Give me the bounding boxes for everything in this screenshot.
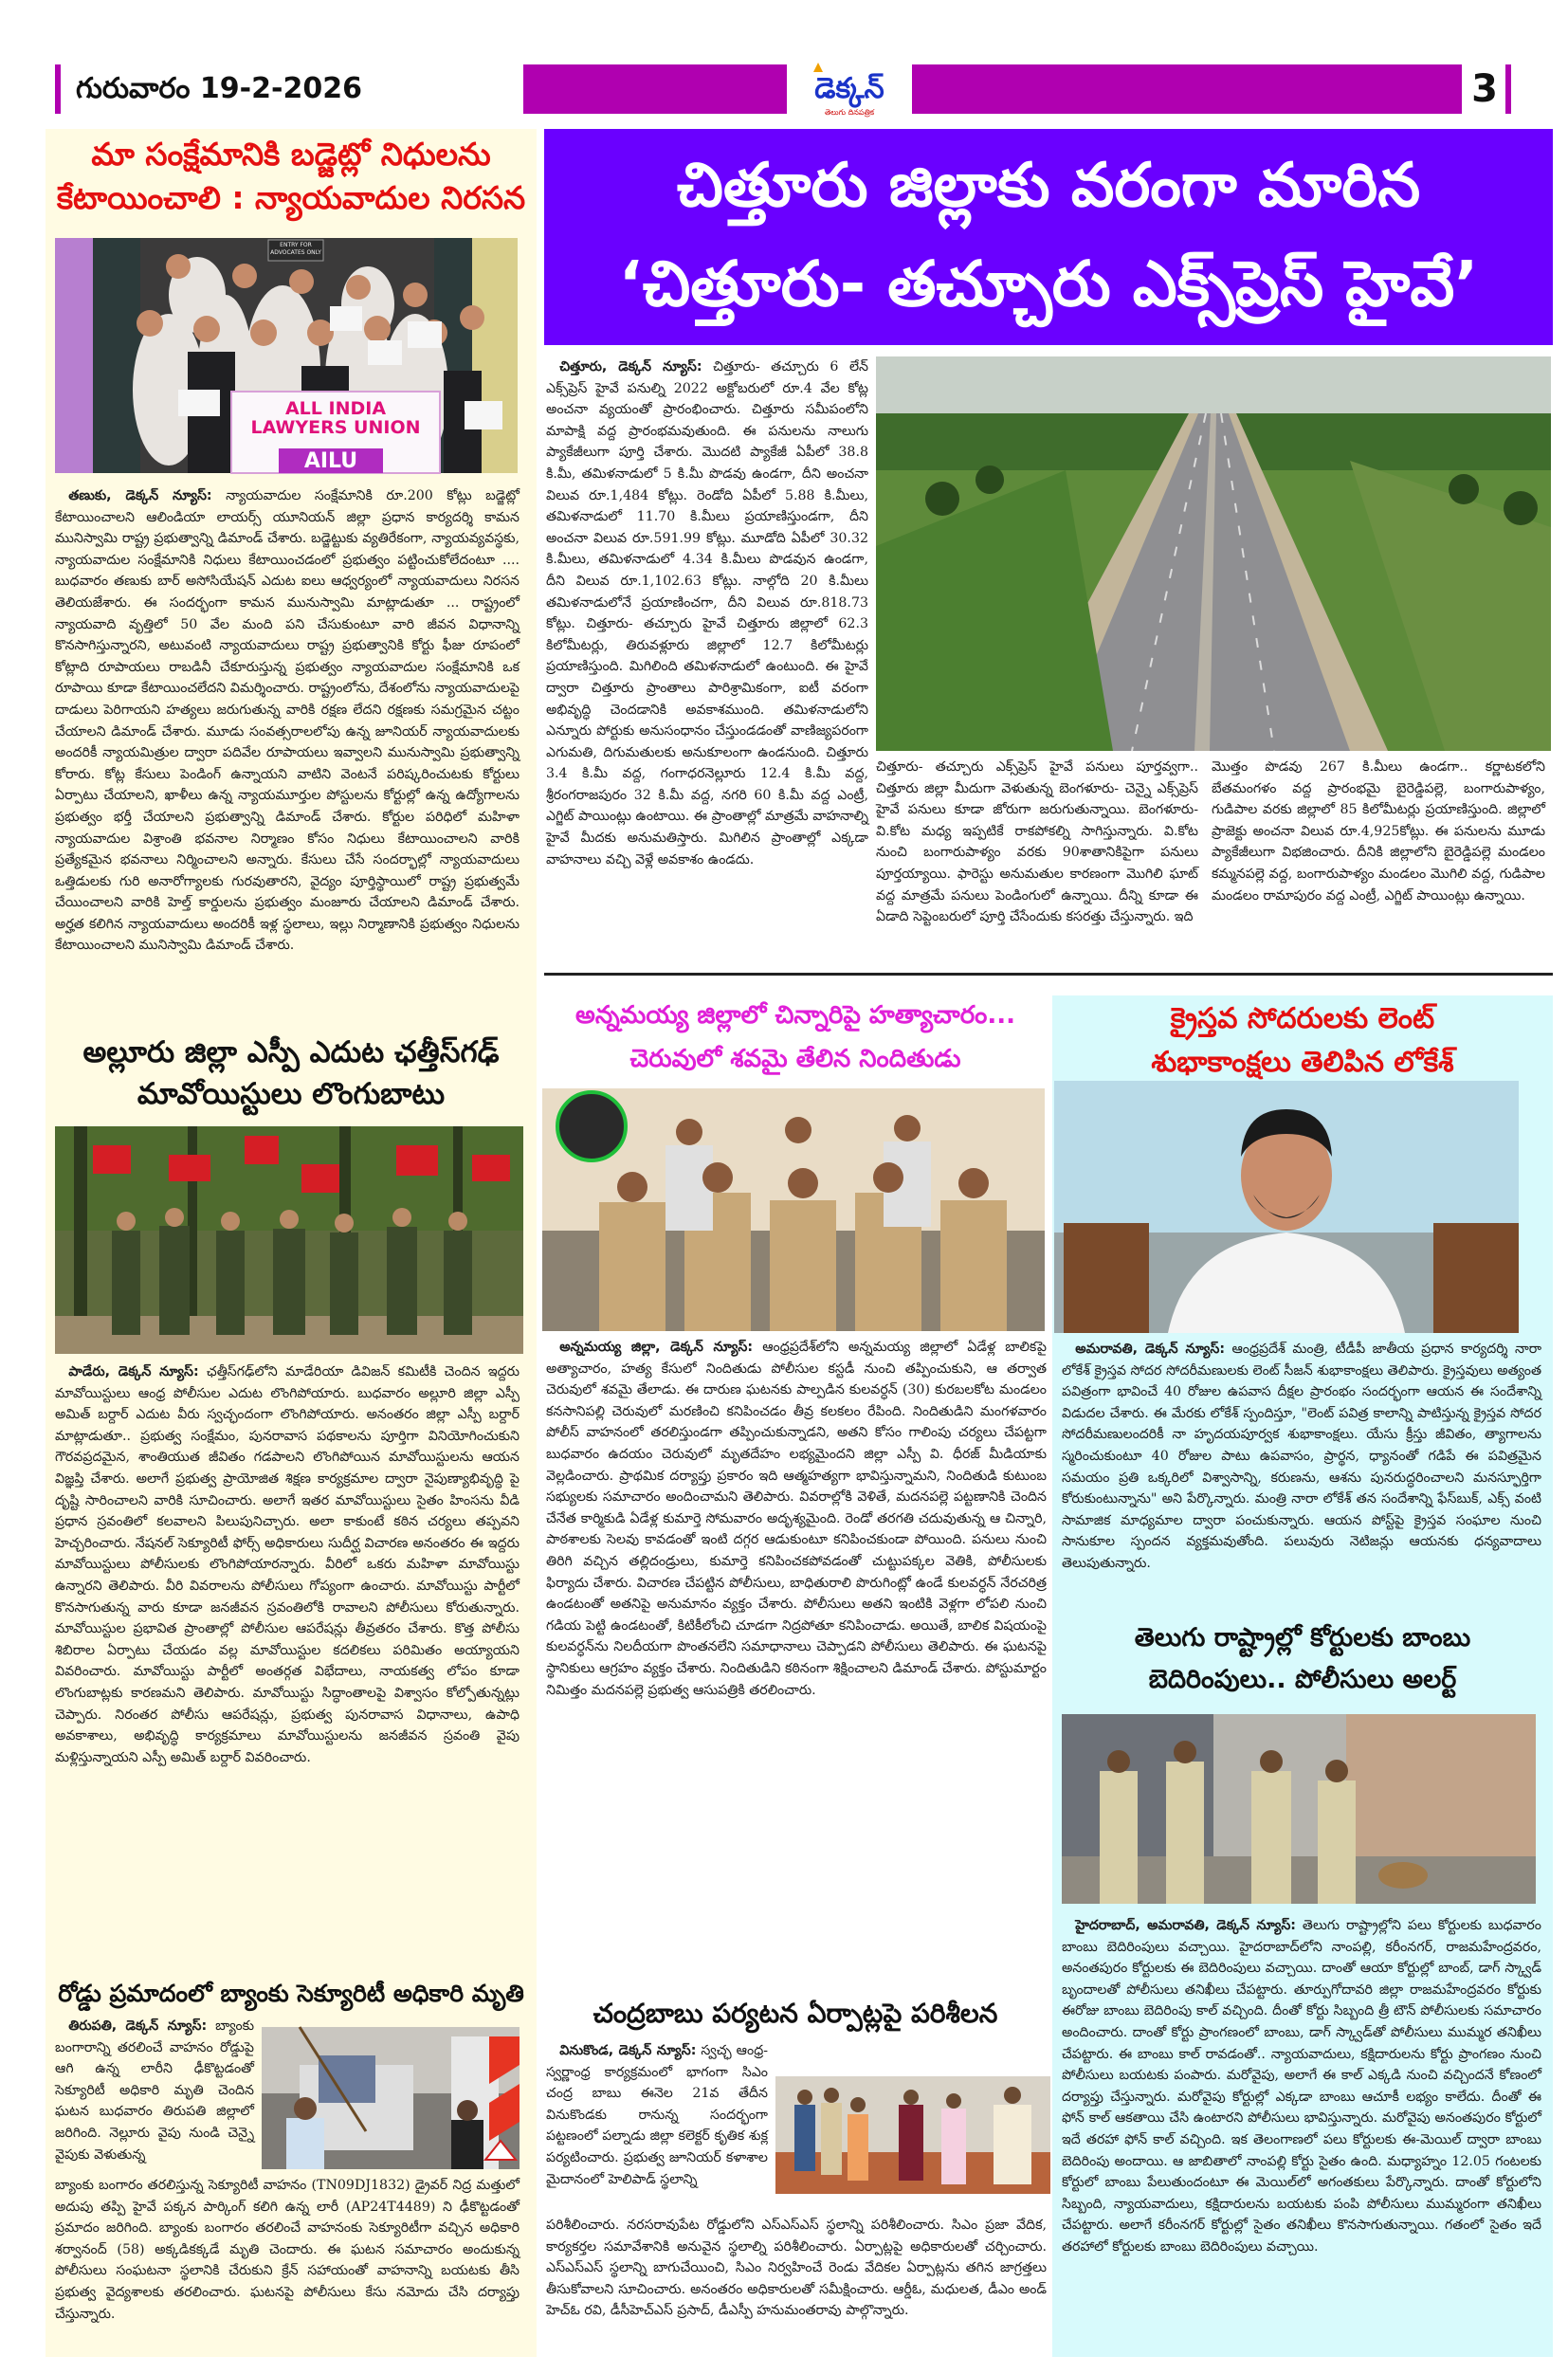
photo-sign-text: ENTRY FOR ADVOCATES ONLY <box>270 242 321 256</box>
chandrababu-dateline: వినుకొండ, డెక్కన్ న్యూస్: <box>559 2043 697 2058</box>
expressway-body-col1: చిత్తూరు- తచ్చూరు 6 లేన్ ఎక్స్‌ప్రెస్ హైవే పనుల్ని 2022 అక్టోబరులో రూ.4 వేల కోట్ల అంచనా వ్యయంతో ప్రారంభించారు. చిత్తూరు సమీపంలోని మాపాక్షి వద్ద ప్రారంభమవుతుంది. ఈ పనులను నాలుగు ప్యాకేజీలుగా పూర్తి చేశారు. మొదటి ప్యాకేజీ ఏపీలో 38.8 కి.మీ, తమిళనాడులో 5 కి.మీ పొడవు ఉండగా, దీని అంచనా విలువ రూ.1,484 కోట్లు. రెండోది ఏపీలో 5.88 కి.మీలు, తమిళనాడులో 11.70 కి.మీలు ప్రయాణిస్తుండగా, దీని అంచనా విలువ రూ.591.99 కోట్లు. మూడోది ఏపీలో 30.32 కి.మీలు, తమిళనాడులో 4.34 కి.మీలు పొడవున ఉండగా, దీని విలువ రూ.1,102.63 కోట్లు. నాల్గోది 20 కి.మీలు తమిళనాడులోనే ప్రయాణించగా, దీని విలువ రూ.818.73 కోట్లు. చిత్తూరు- తచ్చూరు హైవే చిత్తూరు జిల్లాలో 62.3 కిలోమీటర్లు, తిరువళ్లూరు జిల్లాలో 12.7 కిలోమీటర్లు ప్రయాణిస్తుంది. మిగిలింది తమిళనాడులో ఉంటుంది. ఈ హైవే ద్వారా చిత్తూరు ప్రాంతాలు పారిశ్రామికంగా, ఐటీ వరంగా అభివృద్ధి చెందడానికి అవకాశముంది. తమిళనాడులోని ఎన్నూరు పోర్టుకు అనుసంధానం చేస్తుండడంతో వాణిజ్యపరంగా ఎగుమతి, దిగుమతులకు అనుకూలంగా ఉండనుంది. చిత్తూరు 3.4 కి.మీ వద్ద, గంగాధరనెల్లూరు 12.4 కి.మీ వద్ద, శ్రీరంగరాజపురం 32 కి.మీ వద్ద, నగరి 60 కి.మీ వద్ద ఎంట్రీ, ఎగ్జిట్ పాయింట్లు ఉంటాయి. ఈ ప్రాంతాల్లో మాత్రమే వాహనాల్ని హైవే మీదకు అనుమతిస్తారు. మిగిలిన ప్రాంతాల్లో ఎక్కడా వాహనాలు వచ్చి వెళ్లే అవకాశం ఉండదు. <box>546 359 868 867</box>
expressway-dateline: చిత్తూరు, డెక్కన్ న్యూస్: <box>559 359 702 374</box>
lokesh-article-body <box>1062 1339 1541 1571</box>
lokesh-dateline: అమరావతి, డెక్కన్ న్యూస్: <box>1075 1342 1226 1357</box>
annamayya-headline-line2: చెరువులో శవమై తేలిన నిందితుడు <box>629 1045 961 1073</box>
expressway-headline-line2: ‘చిత్తూరు- తచ్చూరు ఎక్స్‌ప్రెస్ హైవే’ <box>618 247 1479 320</box>
header-accent-bar-right <box>1505 64 1511 114</box>
maoists-dateline: పాడేరు, డెక్కన్ న్యూస్: <box>68 1364 199 1379</box>
logo-text: డెక్కన్ <box>814 72 884 105</box>
lawyers-protest-photo <box>55 238 518 473</box>
expressway-article-col1 <box>546 356 868 973</box>
accident-body-narrow-text: బ్యాంకు బంగారాన్ని తరలించే వాహనం రోడ్డుపై ఆగి ఉన్న లారీని ఢీకొట్టడంతో సెక్యూరిటీ అధికారి మృతి చెందిన ఘటన బుధవారం తిరుపతి జిల్లాలో జరిగింది. నెల్లూరు వైపు నుండి చెన్నై వైపుకు వెళుతున్న <box>55 2018 254 2163</box>
lokesh-portrait-photo <box>1054 1081 1519 1333</box>
expressway-aerial-photo <box>876 356 1551 751</box>
issue-date: గురువారం 19-2-2026 <box>76 72 362 105</box>
lokesh-headline-line1: క్రైస్తవ సోదరులకు లెంట్ <box>1170 1002 1435 1035</box>
chandrababu-article-body-wide: పరిశీలించారు. నరసరావుపేట రోడ్డులోని ఎస్ఎస్ఎస్ స్థలాన్ని పరిశీలించారు. సిఎం ప్రజా వేదిక, కార్యకర్తల సమావేశానికి అనువైన స్థలాల్ని పరిశీలించారు. ఏర్పాట్లపై అధికారులతో చర్చించారు. ఎస్ఎస్ఎస్ స్థలాన్ని బాగుచేయించి, సిఎం నిర్వహించే రెండు వేదికల ఏర్పాట్లను తగిన జాగ్రత్తలు తీసుకోవాలని సూచించారు. అనంతరం అధికారులతో సమీక్షించారు. ఆర్డీఓ, మధులత, డీఎం అండ్ హెచ్ఓ రవి, డీసీహెచ్‌ఎస్ ప్రసాద్, డీఎస్పీ హనుమంతరావు పాల్గొన్నారు. <box>546 2218 1047 2319</box>
expressway-article-col3: మొత్తం పొడవు 267 కి.మీలు ఉండగా.. కర్ణాటకలోని బేతమంగళం వద్ద ప్రారంభమై బైరెడ్డిపల్లె, బంగారుపాళ్యం, గుడిపాల వరకు జిల్లాలో 85 కిలోమీటర్లు ప్రయాణిస్తుంది. జిల్లాలో ప్రాజెక్టు అంచనా విలువ రూ.4,925కోట్లు. ఈ పనులను మూడు ప్యాకేజీలుగా విభజించారు. దీనికి జిల్లాలోని బైరెడ్డిపల్లె మండలం కమ్మనపల్లె వద్ద, బంగారుపాళ్యం మండలం మొగిలి వద్ద, గుడిపాల మండలం రామాపురం వద్ద ఎంట్రీ, ఎగ్జిట్ పాయింట్లు ఉన్నాయి. <box>1212 759 1545 904</box>
chandrababu-article-body-narrow <box>546 2040 768 2230</box>
bomb-threat-dateline: హైదరాబాద్, అమరావతి, డెక్కన్ న్యూస్: <box>1075 1918 1296 1933</box>
section-divider <box>544 973 1553 976</box>
bomb-threat-headline-line2: బెదిరింపులు.. పోలీసులు అలర్ట్ <box>1148 1665 1457 1694</box>
accident-vehicle-photo <box>262 2027 520 2169</box>
header-accent-bar-left <box>55 64 61 114</box>
lokesh-headline <box>1056 997 1549 1087</box>
photo-banner-line1: ALL INDIA <box>284 398 387 419</box>
bomb-threat-headline <box>1056 1617 1549 1705</box>
maoists-headline-line2: మావోయిస్టులు లొంగుబాటు <box>137 1077 446 1111</box>
photo-banner-text <box>231 399 440 437</box>
lokesh-body-text: ఆంధ్రప్రదేశ్ మంత్రి, టీడీపీ జాతీయ ప్రధాన కార్యదర్శి నారా లోకేశ్ క్రైస్తవ సోదర సోదరీమణులకు లెంట్ సీజన్ శుభాకాంక్షలు తెలిపారు. క్రైస్తవులు అత్యంత పవిత్రంగా భావించే 40 రోజుల ఉపవాస దీక్షల ప్రారంభం సందర్భంగా ఆయన ఈ సందేశాన్ని విడుదల చేశారు. ఈ మేరకు లోకేశ్ స్పందిస్తూ, "లెంట్ పవిత్ర కాలాన్ని పాటిస్తున్న క్రైస్తవ సోదర సోదరీమణులందరికీ నా హృదయపూర్వక శుభాకాంక్షలు. యేసు క్రీస్తు జీవితం, త్యాగాలను స్మరించుకుంటూ 40 రోజుల పాటు ఉపవాసం, ప్రార్థన, ధ్యానంతో గడిపే ఈ పవిత్రమైన సమయం ప్రతి ఒక్కరిలో విశ్వాసాన్ని, కరుణను, ఆశను పునరుద్ధరించాలని మనస్ఫూర్తిగా కోరుకుంటున్నాను" అని పేర్కొన్నారు. మంత్రి నారా లోకేశ్ తన సందేశాన్ని ఫేస్‌బుక్, ఎక్స్ వంటి సామాజిక మాధ్యమాల ద్వారా పంచుకున్నారు. ఆయన పోస్ట్‌పై క్రైస్తవ సంఘాల నుంచి సానుకూల స్పందన వ్యక్తమవుతోంది. పలువురు నెటిజన్లు ఆయనకు ధన్యవాదాలు తెలుపుతున్నారు. <box>1062 1342 1541 1571</box>
maoists-headline-line1: అల్లూరు జిల్లా ఎస్పీ ఎదుట ఛత్తీస్‌గఢ్ <box>82 1035 500 1069</box>
accident-dateline: తిరుపతి, డెక్కన్ న్యూస్: <box>68 2018 208 2034</box>
bomb-threat-body-text: తెలుగు రాష్ట్రాల్లోని పలు కోర్టులకు బుధవారం బాంబు బెదిరింపులు వచ్చాయి. హైదరాబాద్‌లోని నాంపల్లి, కరీంనగర్, రాజమహేంద్రవరం, అనంతపురం కోర్టులకు ఈ బెదిరింపులు వచ్చాయి. దాంతో ఆయా కోర్టుల్లో బాంబ్, డాగ్ స్క్వాడ్ బృందాలతో పోలీసులు తనిఖీలు చేపట్టారు. తూర్పుగోదావరి జిల్లా రాజమహేంద్రవరం కోర్టుకు ఈరోజు బాంబు బెదిరింపు కాల్ వచ్చింది. దీంతో కోర్టు సిబ్బంది త్రీ టౌన్ పోలీసులకు సమాచారం అందించారు. దాంతో కోర్టు ప్రాంగణంలో బాంబు, డాగ్ స్క్వాడ్‌తో పోలీసులు ముమ్మర తనిఖీలు చేపట్టారు. ఈ బాంబు కాల్ రావడంతో.. న్యాయవాదులు, కక్షిదారులను కోర్టు ప్రాంగణం నుంచి పోలీసులు బయటకు పంపారు. మరోవైపు, అలాగే ఈ కాల్ ఎక్కడి నుంచి వచ్చిందనే కోణంలో దర్యాప్తు చేస్తున్నారు. మరోవైపు కోర్టుల్లో ఎక్కడా బాంబు ఆచూకీ లభ్యం కాలేదు. దీంతో ఈ ఫోన్ కాల్ ఆకతాయి చేసి ఉంటారని పోలీసులు భావిస్తున్నారు. మరోవైపు అనంతపురం కోర్టులో ఇదే తరహా ఫోన్ కాల్ వచ్చింది. ఇక తెలంగాణలో పలు కోర్టులకు ఈ-మెయిల్ ద్వారా బాంబు బెదిరింపు అందాయి. ఆ జాబితాలో నాంపల్లి కోర్టు సైతం ఉంది. మధ్యాహ్నం 12.05 గంటలకు కోర్టులో బాంబు పేలుతుందంటూ ఈ మెయిల్‌లో అగంతకులు పేర్కొన్నారు. దాంతో కోర్టులోని సిబ్బంది, న్యాయవాదులు, కక్షిదారులను బయటకు పంపి పోలీసులు ముమ్మరంగా తనిఖీలు చేపట్టారు. అలాగే కరీంనగర్ కోర్టుల్లో సైతం తనిఖీలు కొనసాగుతున్నాయి. గతంలో సైతం ఇదే తరహాలో కోర్టులకు బాంబు బెదిరింపులు వచ్చాయి. <box>1062 1918 1541 2255</box>
photo-banner-logo: AILU <box>303 449 358 473</box>
annamayya-dateline: అన్నమయ్య జిల్లా, డెక్కన్ న్యూస్: <box>559 1340 754 1355</box>
expressway-headline-line1: చిత్తూరు జిల్లాకు వరంగా మారిన <box>676 151 1421 221</box>
lawyers-dateline: తణుకు, డెక్కన్ న్యూస్: <box>68 488 212 503</box>
annamayya-body-text: ఆంధ్రప్రదేశ్‌లోని అన్నమయ్య జిల్లాలో ఏడేళ్ల బాలికపై అత్యాచారం, హత్య కేసులో నిందితుడు పోలీసుల కస్టడీ నుంచి తప్పించుకుని, ఆ తర్వాత చెరువులో శవమై తేలాడు. ఈ దారుణ ఘటనకు పాల్పడిన కులవర్ధన్ (30) కురబలకోట మండలం కనసానిపల్లి చెరువులో మరణించి కనిపించడం తీవ్ర కలకలం రేపింది. నిందితుడిని మంగళవారం పోలీస్ వాహనంలో తరలిస్తుండగా తప్పించుకున్నాడని, అతని కోసం గాలింపు చర్యలు చేపట్టగా బుధవారం ఉదయం చెరువులో మృతదేహం లభ్యమైందని జిల్లా ఎస్పీ వి. ధీరజ్ మీడియాకు వెల్లడించారు. ప్రాథమిక దర్యాప్తు ప్రకారం ఇది ఆత్మహత్యగా భావిస్తున్నామని, నిందితుడి కుటుంబ సభ్యులకు సమాచారం అందించామని తెలిపారు. వివరాల్లోకి వెళితే, మదనపల్లె పట్టణానికి చెందిన చేనేత కార్మికుడి ఏడేళ్ల కుమార్తె సోమవారం అదృశ్యమైంది. రెండో తరగతి చదువుతున్న ఆ చిన్నారి, పాఠశాలకు సెలవు కావడంతో ఇంటి దగ్గర ఆడుకుంటూ కనిపించకుండా పోయింది. పనులు నుంచి తిరిగి వచ్చిన తల్లిదండ్రులు, కుమార్తె కనిపించకపోవడంతో చుట్టుపక్కల వెతికి, పోలీసులకు ఫిర్యాదు చేశారు. విచారణ చేపట్టిన పోలీసులు, బాధితురాలి పొరుగింట్లో ఉండే కులవర్ధన్‌ నేరచరిత్ర ఉండటంతో అతనిపై అనుమానం వ్యక్తం చేశారు. పోలీసులు అతని ఇంటికి వెళ్లగా లోపలి నుంచి గడియ పెట్టి ఉండటంతో, కిటికీలోంచి చూడగా నిద్రపోతూ కనిపించాడు. అయితే, బాలిక విషయంపై కులవర్ధన్‌ను నిలదీయగా పొంతనలేని సమాధానాలు చెప్పాడని పోలీసులు తెలిపారు. ఈ ఘటనపై స్థానికులు ఆగ్రహం వ్యక్తం చేశారు. నిందితుడిని కఠినంగా శిక్షించాలని డిమాండ్ చేశారు. పోస్టుమార్టం నిమిత్తం మదనపల్లె ప్రభుత్వ ఆసుపత్రికి తరలించారు. <box>546 1340 1048 1698</box>
accident-article-body-wide: బ్యాంకు బంగారం తరలిస్తున్న సెక్యూరిటీ వాహనం (TN09DJ1832) డ్రైవర్ నిద్ర మత్తులో అదుపు తప్పి హైవే పక్కన పార్కింగ్ కలిగి ఉన్న లారీ (AP24T4489) ని ఢీకొట్టడంతో ప్రమాదం జరిగింది. బ్యాంకు బంగారం తరలించే వాహనంకు సెక్యూరిటీగా వచ్చిన అధికారి శర్వానంద్ (58) అక్కడికక్కడే మృతి చెందారు. ఈ ఘటన సమాచారం అందుకున్న పోలీసులు సంఘటనా స్థలానికి చేరుకుని క్రేన్ సహాయంతో వాహనాన్ని బయటకు తీసి ప్రభుత్వ వైద్యశాలకు తరలించారు. ఘటనపై పోలీసులు కేసు నమోదు చేసి దర్యాప్తు చేస్తున్నారు. <box>55 2178 520 2322</box>
annamayya-headline-line1: అన్నమయ్య జిల్లాలో చిన్నారిపై హత్యాచారం... <box>575 1001 1015 1030</box>
header-band-right <box>912 64 1462 114</box>
page-number: 3 <box>1471 67 1498 111</box>
lawyers-body-text: న్యాయవాదుల సంక్షేమానికి రూ.200 కోట్లు బడ్జెట్లో కేటాయించాలని ఆలిండియా లాయర్స్ యూనియన్ జిల్లా ప్రధాన కార్యదర్శి కామన మునిస్వామి రాష్ట్ర ప్రభుత్వాన్ని డిమాండ్ చేశారు. బడ్జెట్టుకు వ్యతిరేకంగా, న్యాయవ్యవస్థకు, న్యాయవాదుల సంక్షేమానికి నిధులు కేటాయించడంలో ప్రభుత్వం పట్టించుకోలేదంటూ .... బుధవారం తణుకు బార్ అసోసియేషన్ ఎదుట ఐలు ఆధ్వర్యంలో న్యాయవాదులు నిరసన తెలియజేశారు. ఈ సందర్భంగా కామన మునుస్వామి మాట్లాడుతూ ... రాష్ట్రంలో న్యాయవాది వృత్తిలో 50 వేల మంది పని చేసుకుంటూ వారి జీవన విధానాన్ని కొనసాగిస్తున్నారని, అటువంటి న్యాయవాదులు రాష్ట్ర ప్రభుత్వానికి కోర్టు ఫీజు రూపంలో కోట్లాది రూపాయలు రాబడినీ చేకూరుస్తున్న ప్రభుత్వం న్యాయవాదుల సంక్షేమానికి ఒక రూపాయి కూడా కేటాయించలేదని విమర్శించారు. రాష్ట్రంలోను, దేశంలోను న్యాయవాదులపై దాడులు పెరిగాయని హత్యలు జరుగుతున్న వారికి రక్షణ లేదని రక్షణకు సమగ్రమైన చట్టం చేయాలని డిమాండ్ చేశారు. మూడు సంవత్సరాలలోపు ఉన్న జూనియర్ న్యాయవాదులకు అందరికీ న్యాయమిత్రుల ద్వారా పదివేల రూపాయలు ఇవ్వాలని మునుస్వామి ప్రభుత్వాన్ని కోరారు. కోట్ల కేసులు పెండింగ్ ఉన్నాయని వాటిని వెంటనే పరిష్కరించుటకు కోర్టులు ఏర్పాటు చేయాలని, ఖాళీలు ఉన్న న్యాయమూర్తుల పోస్టులను కోర్టుల్లో ఉన్న ఉద్యోగాలను ప్రభుత్వం భర్తీ చేయాలని ప్రభుత్వాన్ని డిమాండ్ చేశారు. కోర్టుల పరిధిలో మహిళా న్యాయవాదుల విశ్రాంతి భవనాల నిర్మాణం కోసం నిధులు కేటాయించాలని వారికి ప్రత్యేకమైన భవనాలు నిర్మించాలని అన్నారు. కేసులు చేసే సందర్భాల్లో న్యాయవాదులు ఒత్తిడులకు గురి అనారోగ్యాలకు గురవుతారని, వైద్యం పూర్తిస్థాయిలో రాష్ట్ర ప్రభుత్వమే చేయించాలని వారికి హెల్త్ కార్డులను ప్రభుత్వం మంజూరు చేయాలని డిమాండ్ చేశారు. అర్హత కలిగిన న్యాయవాదులు అందరికీ ఇళ్ల స్థలాలు, ఇల్లు నిర్మాణానికి ప్రభుత్వం నిధులను కేటాయించాలని మునిస్వామి డిమాండ్ చేశారు. <box>55 488 520 954</box>
accident-headline: రోడ్డు ప్రమాదంలో బ్యాంకు సెక్యూరిటీ అధికారి మృతి <box>58 1980 524 2007</box>
accident-article-body-narrow <box>55 2016 254 2173</box>
lamp-icon <box>813 63 823 72</box>
maoists-article-body <box>55 1361 520 1968</box>
expressway-headline-band <box>544 129 1553 345</box>
photo-banner-line2: LAWYERS UNION <box>250 417 421 438</box>
maoists-headline <box>49 1032 533 1119</box>
lokesh-headline-line2: శుభాకాంక్షలు తెలిపిన లోకేశ్ <box>1151 1046 1454 1079</box>
expressway-article-col2: చిత్తూరు- తచ్చూరు ఎక్స్‌ప్రెస్ హైవే పనులు పూర్తవ్వగా.. చిత్తూరు జిల్లా మీదుగా వెళుతున్న బెంగళూరు- చెన్నై ఎక్స్‌ప్రెస్ హైవే పనులు కూడా జోరుగా జరుగుతున్నాయి. బెంగళూరు- వి.కోట మధ్య ఇప్పటికే రాకపోకల్ని సాగిస్తున్నారు. వి.కోట నుంచి బంగారుపాళ్యం వరకు 90శాతానికిపైగా పనులు పూర్తయ్యాయి. ఫారెస్టు అనుమతుల కారణంగా మొగిలి ఘాట్ వద్ద మాత్రమే పనులు పెండింగులో ఉన్నాయి. దీన్ని కూడా ఈ ఏడాది సెప్టెంబరులో పూర్తి చేసేందుకు కసరత్తు చేస్తున్నారు. ఇది <box>876 759 1198 925</box>
header-band-left <box>523 64 787 114</box>
logo-subtitle: తెలుగు దినపత్రిక <box>824 108 875 117</box>
lawyers-headline-line1: మా సంక్షేమానికి బడ్జెట్లో నిధులను <box>91 136 491 173</box>
annamayya-headline <box>544 994 1047 1083</box>
bomb-threat-article-body <box>1062 1915 1541 2353</box>
lawyers-headline <box>49 133 533 228</box>
maoists-body-text: ఛత్తీస్‌గఢ్‌లోని మాడేరియా డివిజన్ కమిటీకి చెందిన ఇద్దరు మావోయిస్టులు ఆంధ్ర పోలీసుల ఎదుట లొంగిపోయారు. బుధవారం అల్లూరి జిల్లా ఎస్పీ అమిత్ బర్దార్ ఎదుట వీరు స్వచ్ఛందంగా లొంగిపోయారు. అనంతరం జిల్లా ఎస్పీ బర్దార్ మాట్లాడుతూ.. ప్రభుత్వ సంక్షేమం, పునరావాస పథకాలను పూర్తిగా వినియోగించుకుని గౌరవప్రదమైన, శాంతియుత జీవితం గడపాలని లొంగిపోయిన మావోయిస్టులను ఆయన విజ్ఞప్తి చేశారు. అలాగే ప్రభుత్వ ప్రాయోజిత శిక్షణ కార్యక్రమాల ద్వారా నైపుణ్యాభివృద్ధి పై దృష్టి సారించాలని వారికి సూచించారు. అలాగే ఇతర మావోయిస్టులు సైతం హింసను వీడి ప్రధాన స్రవంతిలో కలవాలని పిలుపునిచ్చారు. అలా కాకుంటే కఠిన చర్యలు తప్పవని హెచ్చరించారు. నేషనల్ సెక్యూరిటీ ఫోర్స్ అధికారులు సుదీర్ఘ విచారణ అనంతరం ఈ ఇద్దరు మావోయిస్టులు పోలీసులకు లొంగిపోయారన్నారు. వీరిలో ఒకరు మహిళా మావోయిస్టు ఉన్నారని తెలిపారు. వీరి వివరాలను పోలీసులు గోప్యంగా ఉంచారు. మావోయిస్టు పార్టీలో కొనసాగుతున్న వారు కూడా జనజీవన స్రవంతిలోకి రావాలని పోలీసులు కోరుతున్నారు. మావోయిస్టుల ప్రభావిత ప్రాంతాల్లో పోలీసుల ఆపరేషన్లు తీవ్రతరం చేశారు. కొత్త పోలీసు శిబిరాల ఏర్పాటు చేయడం వల్ల మావోయిస్టుల కదలికలు పరిమితం అయ్యాయని వివరించారు. మావోయిస్టు పార్టీలో అంతర్గత విభేదాలు, నాయకత్వ లోపం కూడా లొంగుబాట్లకు కారణమని తెలిపారు. మావోయిస్టు సిద్ధాంతాలపై విశ్వాసం కోల్పోతున్నట్లు చెప్పారు. నిరంతర పోలీసు ఆపరేషన్లు, ప్రభుత్వ పునరావాస విధానాలు, ఉపాధి అవకాశాలు, అభివృద్ధి కార్యక్రమాలు మావోయిస్టులను జనజీవన స్రవంతి వైపు మళ్లిస్తున్నాయని ఎస్పీ అమిత్ బర్దార్ వివరించారు. <box>55 1364 520 1765</box>
lawyers-article-body <box>55 485 520 1007</box>
masthead-logo <box>793 63 906 116</box>
chandrababu-headline: చంద్రబాబు పర్యటన ఏర్పాట్లపై పరిశీలన <box>593 1998 998 2029</box>
annamayya-article-body <box>546 1337 1047 1981</box>
annamayya-police-photo <box>542 1088 1045 1331</box>
maoists-surrender-photo <box>55 1126 523 1354</box>
lawyers-headline-line2: కేటాయించాలి : న్యాయవాదుల నిరసన <box>56 179 526 216</box>
bomb-threat-headline-line1: తెలుగు రాష్ట్రాల్లో కోర్టులకు బాంబు <box>1134 1623 1471 1653</box>
chandrababu-body-narrow-text: స్వచ్ఛ ఆంధ్ర- స్వర్ణాంధ్ర కార్యక్రమంలో భాగంగా సిఎం చంద్ర బాబు ఈనెల 21వ తేదీన వినుకొండకు రానున్న సందర్భంగా పట్టణంలో పల్నాడు జిల్లా కలెక్టర్ కృతిక శుక్ల పర్యటించారు. ప్రభుత్వ జూనియర్ కళాశాల మైదానంలో హెలిపాడ్ స్థలాన్ని <box>546 2043 768 2187</box>
bomb-squad-photo <box>1062 1714 1536 1904</box>
chandrababu-inspection-photo <box>775 2076 1050 2194</box>
